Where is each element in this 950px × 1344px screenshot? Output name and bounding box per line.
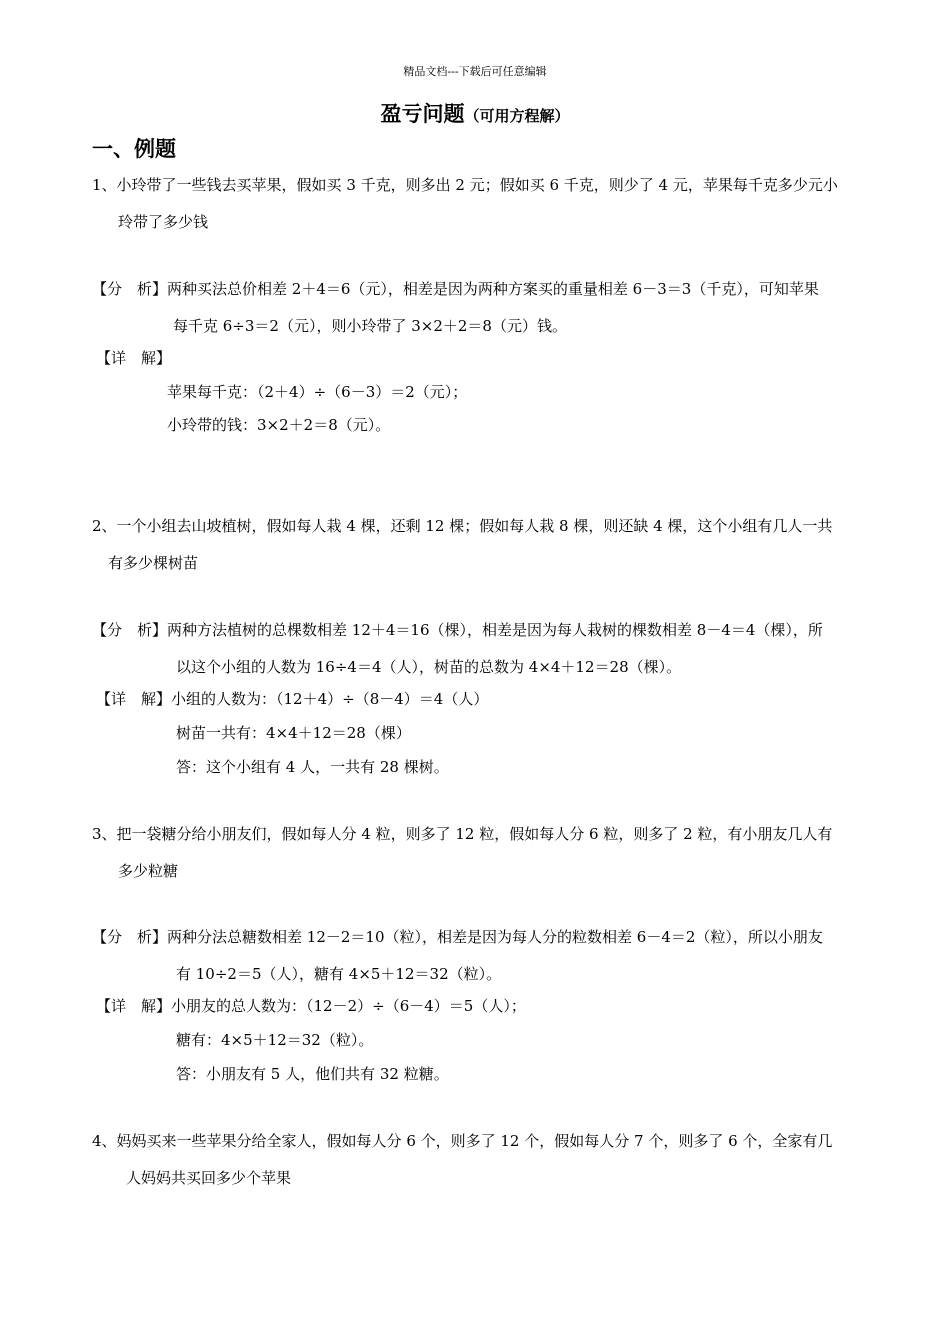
problem-3-question-line-1: 3、把一袋糖分给小朋友们，假如每人分 4 粒，则多了 12 粒，假如每人分 6 粒，则多了 2 粒，有小朋友几人有 (92, 825, 833, 843)
problem-3-question-line-2: 多少粒糖 (118, 862, 179, 880)
problem-1-solution-line-1: 苹果每千克：（2＋4）÷（6－3）＝2（元）； (167, 383, 468, 401)
problem-3-solution-line-2: 糖有：4×5＋12＝32（粒）。 (176, 1031, 374, 1049)
solution-tag: 【详 解】 (96, 997, 172, 1015)
problem-3-analysis-line-2: 有 10÷2＝5（人），糖有 4×5＋12＝32（粒）。 (176, 965, 502, 983)
problem-3-analysis-line-1: 两种分法总糖数相差 12－2＝10（粒），相差是因为每人分的粒数相差 6－4＝2（粒），所以小朋友 (167, 928, 823, 946)
analysis-tag: 【分 析】 (92, 280, 168, 298)
problem-2-solution-line-3: 答：这个小组有 4 人，一共有 28 棵树。 (176, 758, 449, 776)
problem-2-question-line-2: 有多少棵树苗 (108, 554, 199, 572)
problem-3-analysis (92, 927, 823, 947)
problem-1-question-line-1: 1、小玲带了一些钱去买苹果，假如买 3 千克，则多出 2 元；假如买 6 千克，则少了 4 元，苹果每千克多少元小 (92, 176, 838, 194)
problem-2-question-line-1: 2、一个小组去山坡植树，假如每人栽 4 棵，还剩 12 棵；假如每人栽 8 棵，则还缺 4 棵，这个小组有几人一共 (92, 517, 833, 535)
problem-1-analysis-line-2: 每千克 6÷3＝2（元），则小玲带了 3×2＋2＝8（元）钱。 (173, 317, 567, 335)
title-main: 盈亏问题 (380, 101, 465, 126)
problem-3-solution-line-1: 小朋友的总人数为：（12－2）÷（6－4）＝5（人）； (171, 997, 526, 1015)
problem-4-question-line-1: 4、妈妈买来一些苹果分给全家人，假如每人分 6 个，则多了 12 个，假如每人分 7 个，则多了 6 个，全家有几 (92, 1132, 833, 1150)
problem-2-analysis-line-1: 两种方法植树的总棵数相差 12＋4＝16（棵），相差是因为每人栽树的棵数相差 8－4＝4（棵），所 (167, 621, 823, 639)
page-title (0, 100, 950, 130)
problem-2-solution (96, 689, 488, 709)
problem-1-analysis (92, 279, 819, 299)
analysis-tag: 【分 析】 (92, 928, 168, 946)
problem-1-solution-line-2: 小玲带的钱：3×2＋2＝8（元）。 (167, 416, 391, 434)
title-sub: （可用方程解） (464, 107, 570, 125)
problem-4-question-line-2: 人妈妈共买回多少个苹果 (126, 1169, 292, 1187)
problem-3-solution-line-3: 答：小朋友有 5 人，他们共有 32 粒糖。 (176, 1065, 449, 1083)
problem-2-solution-line-2: 树苗一共有：4×4＋12＝28（棵） (176, 724, 411, 742)
problem-2-analysis-line-2: 以这个小组的人数为 16÷4＝4（人），树苗的总数为 4×4＋12＝28（棵）。 (176, 658, 682, 676)
analysis-tag: 【分 析】 (92, 621, 168, 639)
problem-1-question-line-2: 玲带了多少钱 (118, 213, 209, 231)
problem-1-analysis-line-1: 两种买法总价相差 2＋4＝6（元），相差是因为两种方案买的重量相差 6－3＝3（千克），可知苹果 (167, 280, 819, 298)
section-heading: 一、例题 (92, 136, 176, 161)
problem-3-solution (96, 996, 526, 1016)
header-note: 精品文档---下载后可任意编辑 (403, 65, 547, 78)
solution-tag: 【详 解】 (96, 690, 172, 708)
problem-2-solution-line-1: 小组的人数为：（12＋4）÷（8－4）＝4（人） (171, 690, 489, 708)
problem-2-analysis (92, 620, 823, 640)
problem-1-solution-tag: 【详 解】 (96, 349, 172, 367)
